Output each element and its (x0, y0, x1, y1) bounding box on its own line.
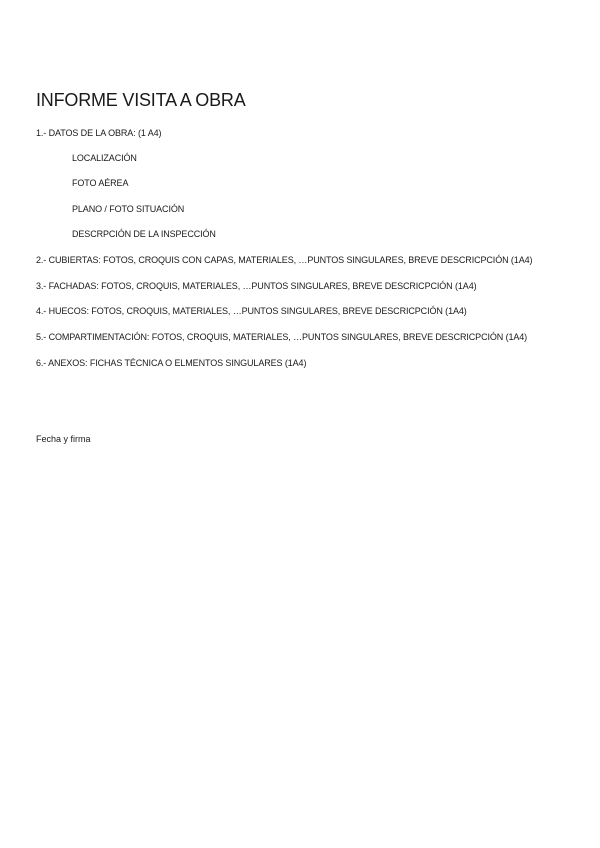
section-1-item-descripcion: DESCRPCIÓN DE LA INSPECCIÓN (72, 229, 216, 239)
section-4-huecos: 4.- HUECOS: FOTOS, CROQUIS, MATERIALES, …PUNTOS SINGULARES, BREVE DESCRICPCIÓN (1A4) (36, 306, 467, 316)
section-6-anexos: 6.- ANEXOS: FICHAS TÉCNICA O ELMENTOS SINGULARES (1A4) (36, 358, 307, 368)
section-2-cubiertas: 2.- CUBIERTAS: FOTOS, CROQUIS CON CAPAS, MATERIALES, …PUNTOS SINGULARES, BREVE DESCRICPCIÓN (1A4) (36, 255, 533, 265)
document-title: INFORME VISITA A OBRA (36, 90, 246, 110)
signature-label: Fecha y firma (36, 434, 91, 444)
section-3-fachadas: 3.- FACHADAS: FOTOS, CROQUIS, MATERIALES, …PUNTOS SINGULARES, BREVE DESCRICPCIÓN (1A4) (36, 281, 477, 291)
section-1-heading: 1.- DATOS DE LA OBRA: (1 A4) (36, 128, 162, 138)
section-5-compartimentacion: 5.- COMPARTIMENTACIÓN: FOTOS, CROQUIS, MATERIALES, …PUNTOS SINGULARES, BREVE DESCRICPCIÓN (1A4) (36, 332, 528, 342)
section-1-item-localizacion: LOCALIZACIÓN (72, 153, 137, 163)
section-1-item-plano-situacion: PLANO / FOTO SITUACIÓN (72, 204, 185, 214)
section-1-item-foto-aerea: FOTO AÉREA (72, 178, 129, 188)
